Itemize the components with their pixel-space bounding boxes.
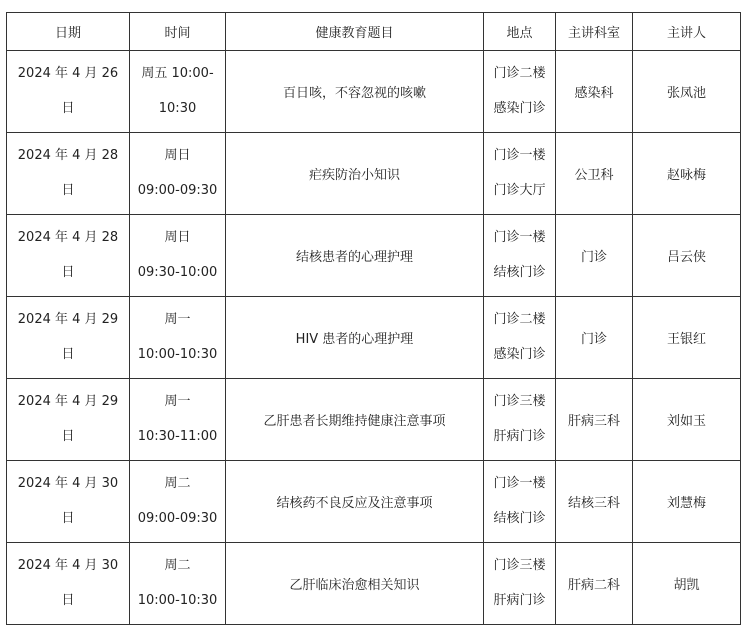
speaker-cell: 赵咏梅 xyxy=(633,133,741,215)
date-cell xyxy=(7,215,130,297)
speaker-cell: 王银红 xyxy=(633,297,741,379)
header-department: 主讲科室 xyxy=(556,13,633,51)
place-cell-line: 门诊一楼 xyxy=(493,148,546,163)
date-cell xyxy=(7,297,130,379)
time-cell-line: 10:00-10:30 xyxy=(137,593,218,608)
date-cell xyxy=(7,51,130,133)
table-row xyxy=(7,297,741,379)
topic-cell: 乙肝临床治愈相关知识 xyxy=(226,543,484,625)
speaker-cell: 胡凯 xyxy=(633,543,741,625)
department-cell: 肝病三科 xyxy=(556,379,633,461)
department-cell: 公卫科 xyxy=(556,133,633,215)
date-cell xyxy=(7,543,130,625)
place-cell-line: 肝病门诊 xyxy=(493,593,546,608)
place-cell-line: 门诊二楼 xyxy=(493,312,546,327)
time-cell-line: 周一 xyxy=(164,312,191,327)
speaker-cell: 吕云侠 xyxy=(633,215,741,297)
date-cell-line: 日 xyxy=(61,183,75,198)
date-cell-line: 日 xyxy=(61,101,75,116)
place-cell xyxy=(484,543,556,625)
department-cell: 门诊 xyxy=(556,215,633,297)
date-cell-line: 日 xyxy=(61,265,75,280)
table-header xyxy=(7,13,741,51)
table-row xyxy=(7,543,741,625)
place-cell-line: 门诊大厅 xyxy=(493,183,546,198)
place-cell-line: 结核门诊 xyxy=(493,265,546,280)
topic-cell: 结核患者的心理护理 xyxy=(226,215,484,297)
place-cell-line: 门诊一楼 xyxy=(493,230,546,245)
department-cell: 感染科 xyxy=(556,51,633,133)
topic-cell: 结核药不良反应及注意事项 xyxy=(226,461,484,543)
time-cell-line: 09:30-10:00 xyxy=(137,265,218,280)
place-cell-line: 门诊三楼 xyxy=(493,558,546,573)
table-row xyxy=(7,51,741,133)
time-cell-line: 周日 xyxy=(164,230,191,245)
topic-cell: 疟疾防治小知识 xyxy=(226,133,484,215)
place-cell-line: 结核门诊 xyxy=(493,511,546,526)
date-cell-line: 2024 年 4 月 30 xyxy=(17,476,119,491)
time-cell-line: 10:30-11:00 xyxy=(137,429,218,444)
date-cell xyxy=(7,461,130,543)
place-cell xyxy=(484,297,556,379)
time-cell xyxy=(130,215,226,297)
date-cell-line: 2024 年 4 月 29 xyxy=(17,394,119,409)
place-cell-line: 门诊三楼 xyxy=(493,394,546,409)
date-cell-line: 日 xyxy=(61,511,75,526)
place-cell-line: 门诊一楼 xyxy=(493,476,546,491)
time-cell-line: 09:00-09:30 xyxy=(137,183,218,198)
date-cell-line: 2024 年 4 月 26 xyxy=(17,66,119,81)
time-cell xyxy=(130,51,226,133)
time-cell-line: 10:00-10:30 xyxy=(137,347,218,362)
topic-cell: HIV 患者的心理护理 xyxy=(226,297,484,379)
date-cell-line: 日 xyxy=(61,429,75,444)
department-cell: 结核三科 xyxy=(556,461,633,543)
date-cell-line: 2024 年 4 月 28 xyxy=(17,230,119,245)
department-cell: 门诊 xyxy=(556,297,633,379)
time-cell-line: 周日 xyxy=(164,148,191,163)
header-speaker: 主讲人 xyxy=(633,13,741,51)
place-cell xyxy=(484,51,556,133)
header-date: 日期 xyxy=(7,13,130,51)
place-cell-line: 肝病门诊 xyxy=(493,429,546,444)
date-cell-line: 2024 年 4 月 29 xyxy=(17,312,119,327)
time-cell xyxy=(130,543,226,625)
place-cell xyxy=(484,379,556,461)
time-cell xyxy=(130,379,226,461)
time-cell-line: 10:30 xyxy=(158,101,197,116)
table-row xyxy=(7,133,741,215)
health-education-schedule-table xyxy=(6,12,741,625)
date-cell-line: 2024 年 4 月 28 xyxy=(17,148,119,163)
header-place: 地点 xyxy=(484,13,556,51)
place-cell-line: 感染门诊 xyxy=(493,347,546,362)
speaker-cell: 张凤池 xyxy=(633,51,741,133)
time-cell xyxy=(130,297,226,379)
table-body xyxy=(7,51,741,625)
time-cell-line: 周五 10:00- xyxy=(141,66,214,81)
place-cell-line: 感染门诊 xyxy=(493,101,546,116)
table-row xyxy=(7,461,741,543)
place-cell xyxy=(484,133,556,215)
place-cell-line: 门诊二楼 xyxy=(493,66,546,81)
table-row xyxy=(7,215,741,297)
time-cell-line: 09:00-09:30 xyxy=(137,511,218,526)
time-cell-line: 周二 xyxy=(164,558,191,573)
time-cell xyxy=(130,133,226,215)
topic-cell: 乙肝患者长期维持健康注意事项 xyxy=(226,379,484,461)
time-cell-line: 周一 xyxy=(164,394,191,409)
time-cell xyxy=(130,461,226,543)
time-cell-line: 周二 xyxy=(164,476,191,491)
date-cell xyxy=(7,379,130,461)
date-cell xyxy=(7,133,130,215)
date-cell-line: 2024 年 4 月 30 xyxy=(17,558,119,573)
date-cell-line: 日 xyxy=(61,347,75,362)
place-cell xyxy=(484,215,556,297)
table-row xyxy=(7,379,741,461)
department-cell: 肝病二科 xyxy=(556,543,633,625)
date-cell-line: 日 xyxy=(61,593,75,608)
header-row xyxy=(7,13,741,51)
header-topic: 健康教育题目 xyxy=(226,13,484,51)
speaker-cell: 刘慧梅 xyxy=(633,461,741,543)
topic-cell: 百日咳，不容忽视的咳嗽 xyxy=(226,51,484,133)
header-time: 时间 xyxy=(130,13,226,51)
speaker-cell: 刘如玉 xyxy=(633,379,741,461)
place-cell xyxy=(484,461,556,543)
